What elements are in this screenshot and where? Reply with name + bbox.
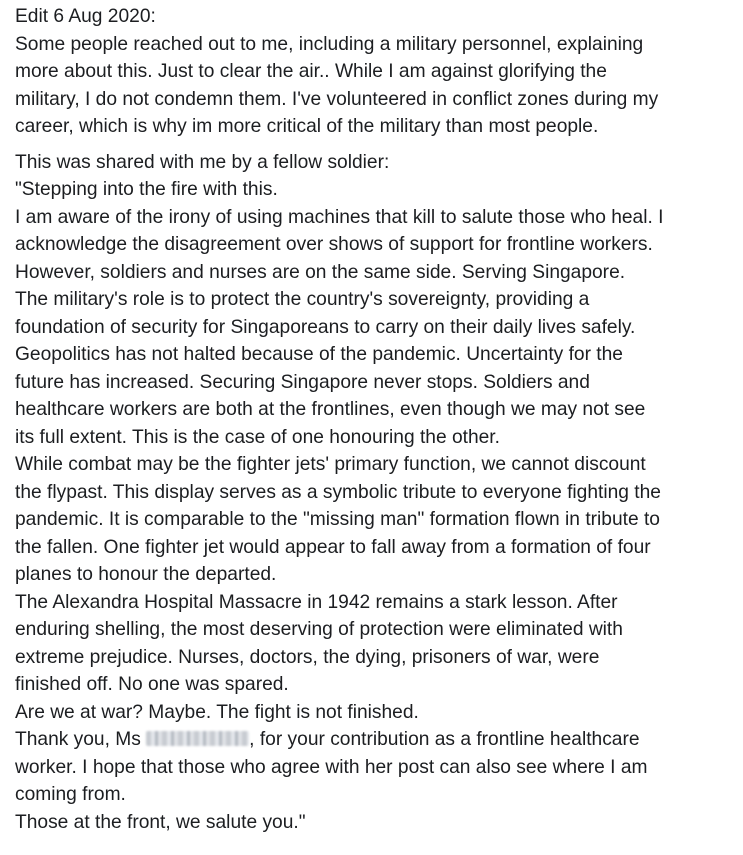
edit-note	[15, 3, 735, 141]
text-line: extreme prejudice. Nurses, doctors, the dying, prisoners of war, were	[15, 646, 600, 668]
text-line: I am aware of the irony of using machines that kill to salute those who heal. I	[15, 206, 664, 228]
text-line: career, which is why im more critical of the military than most people.	[15, 116, 599, 137]
text-line: This was shared with me by a fellow soldier:	[15, 151, 390, 173]
paragraph-gap	[15, 141, 735, 149]
text-line: Some people reached out to me, including a military personnel, explaining	[15, 33, 644, 55]
text-line: healthcare workers are both at the frontlines, even though we may not see	[15, 399, 646, 420]
text-line: finished off. No one was spared.	[15, 674, 289, 695]
text-line: foundation of security for Singaporeans to carry on their daily lives safely.	[15, 316, 636, 338]
text-line: enduring shelling, the most deserving of protection were eliminated with	[15, 619, 623, 640]
post-body	[15, 149, 735, 727]
text-line: planes to honour the departed.	[15, 564, 277, 585]
text-line: military, I do not condemn them. I've volunteered in conflict zones during my	[15, 88, 659, 110]
text-line: the flypast. This display serves as a symbolic tribute to everyone fighting the	[15, 481, 661, 503]
text-line: acknowledge the disagreement over shows of support for frontline workers.	[15, 234, 653, 255]
redacted-name	[146, 731, 249, 746]
text-line: "Stepping into the fire with this.	[15, 179, 278, 200]
text-line: its full extent. This is the case of one honouring the other.	[15, 426, 500, 448]
text-line: The military's role is to protect the country's sovereignty, providing a	[15, 289, 590, 310]
text-line: future has increased. Securing Singapore never stops. Soldiers and	[15, 371, 590, 393]
text-line: Geopolitics has not halted because of the pandemic. Uncertainty for the	[15, 344, 623, 365]
thanks-prefix: Thank you, Ms	[15, 729, 147, 750]
post-body-end	[15, 754, 735, 837]
thanks-suffix: , for your contribution as a frontline healthcare	[249, 729, 640, 750]
text-line: Are we at war? Maybe. The fight is not finished.	[15, 701, 419, 723]
text-line: However, soldiers and nurses are on the same side. Serving Singapore.	[15, 261, 626, 283]
text-line: The Alexandra Hospital Massacre in 1942 remains a stark lesson. After	[15, 591, 618, 613]
text-line: Edit 6 Aug 2020:	[15, 6, 156, 27]
thanks-line	[15, 726, 735, 754]
text-line: pandemic. It is comparable to the "missing man" formation flown in tribute to	[15, 509, 660, 530]
text-line: the fallen. One fighter jet would appear to fall away from a formation of four	[15, 536, 651, 558]
text-line: Those at the front, we salute you."	[15, 811, 306, 833]
text-line: more about this. Just to clear the air.. While I am against glorifying the	[15, 61, 607, 82]
text-line: coming from.	[15, 784, 126, 805]
text-line: worker. I hope that those who agree with her post can also see where I am	[15, 756, 648, 778]
text-line: While combat may be the fighter jets' primary function, we cannot discount	[15, 454, 646, 475]
